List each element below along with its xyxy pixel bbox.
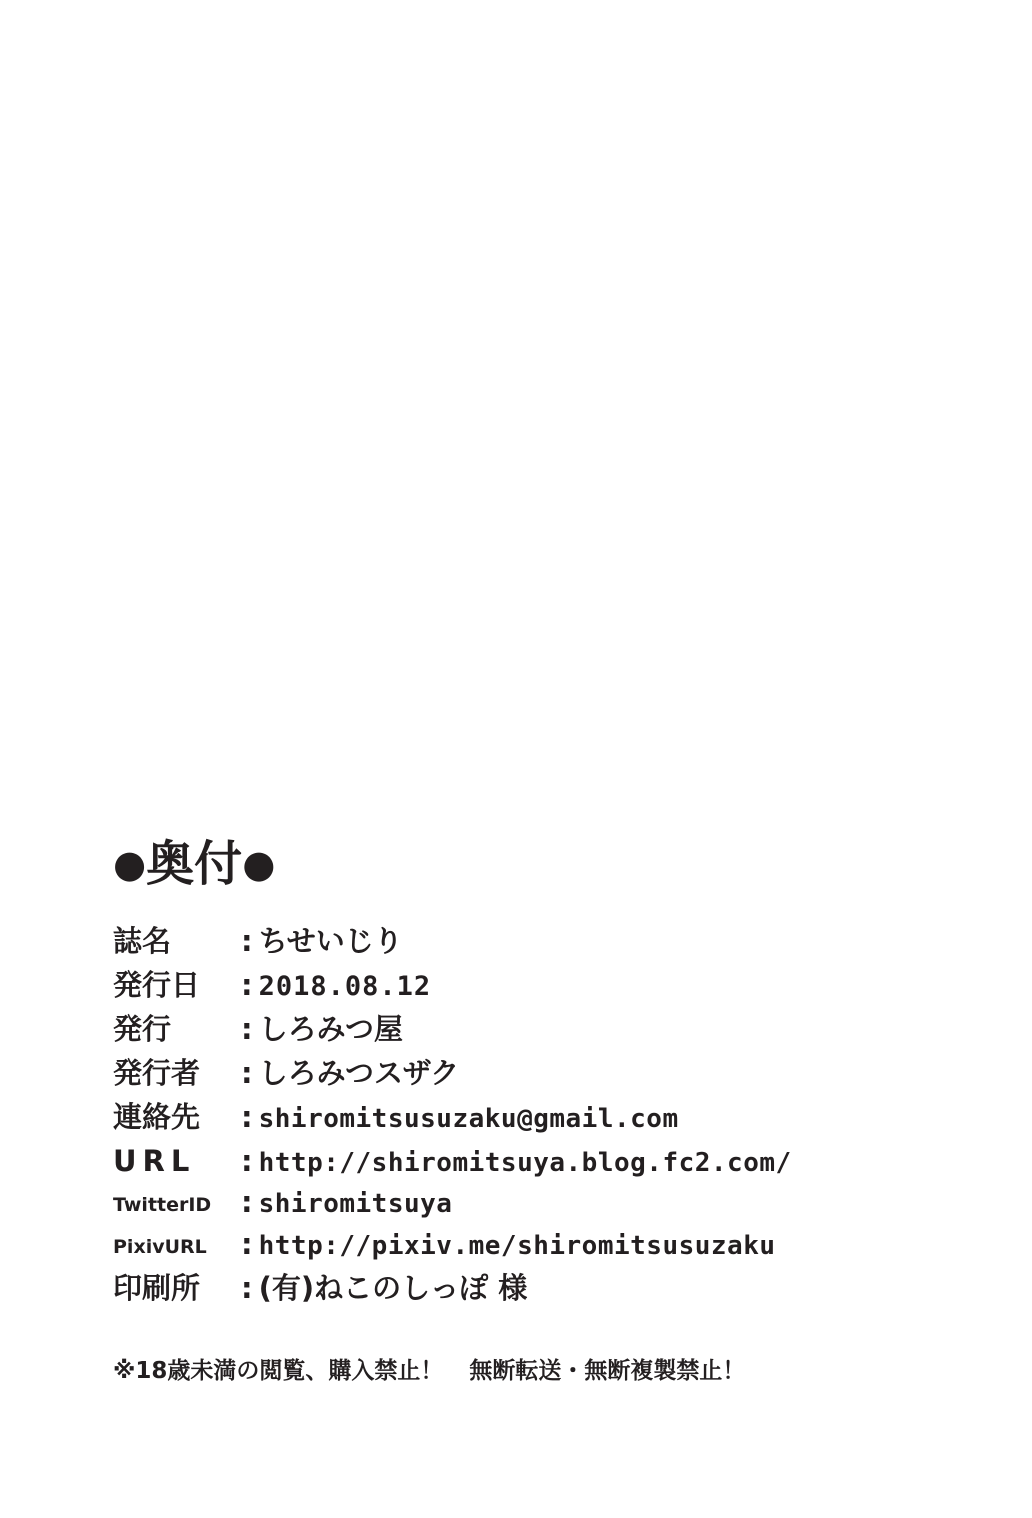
field-value-url[interactable]: http://shiromitsuya.blog.fc2.com/ [258, 1147, 792, 1178]
field-separator: : [241, 1227, 253, 1262]
field-separator: : [241, 1099, 253, 1134]
field-label-pixiv-url: PixivURL [113, 1236, 207, 1259]
field-row [113, 1269, 933, 1308]
field-label-author: 発行者 [113, 1055, 201, 1090]
field-label-publisher: 発行 [113, 1012, 172, 1047]
field-separator: : [241, 1271, 253, 1306]
field-value-publisher: しろみつ屋 [258, 1012, 404, 1047]
field-row [113, 1010, 933, 1049]
field-separator: : [241, 1055, 253, 1090]
bullet-left-icon: ● [113, 842, 147, 886]
field-value-twitter-id[interactable]: shiromitsuya [258, 1189, 453, 1220]
field-separator: : [241, 1012, 253, 1047]
age-restriction-text: ※18歳未満の閲覧、購入禁止！ [113, 1358, 444, 1384]
field-label-url: URL [113, 1143, 196, 1178]
field-value-title: ちせいじり [258, 924, 403, 958]
field-row [113, 1098, 933, 1137]
colophon-fields [113, 922, 933, 1308]
field-label-twitter-id: TwitterID [113, 1194, 212, 1217]
colophon-block [113, 836, 933, 1313]
field-label-publish-date: 発行日 [113, 967, 201, 1002]
copy-restriction-text: 無断転送・無断複製禁止！ [469, 1358, 746, 1384]
field-separator: : [241, 1143, 253, 1178]
field-row [113, 1227, 933, 1264]
field-row [113, 922, 933, 961]
field-row [113, 1054, 933, 1093]
field-separator: : [241, 967, 253, 1002]
field-separator: : [241, 924, 253, 958]
field-row [113, 1142, 933, 1181]
field-value-pixiv-url[interactable]: http://pixiv.me/shiromitsusuzaku [258, 1231, 776, 1262]
field-value-printer: (有)ねこのしっぽ 様 [258, 1271, 528, 1306]
field-label-contact: 連絡先 [113, 1099, 201, 1134]
field-label-title: 誌名 [113, 924, 172, 958]
legal-notice [113, 1352, 745, 1385]
field-row [113, 966, 933, 1005]
field-value-publish-date: 2018.08.12 [258, 970, 432, 1002]
page-title [113, 836, 933, 892]
field-value-contact-email[interactable]: shiromitsusuzaku@gmail.com [258, 1103, 679, 1134]
field-separator: : [241, 1185, 253, 1220]
page-title-text: 奥付 [146, 836, 243, 892]
field-value-author: しろみつスザク [258, 1055, 460, 1090]
bullet-right-icon: ● [242, 842, 276, 886]
field-row [113, 1185, 933, 1222]
field-label-printer: 印刷所 [113, 1271, 201, 1306]
